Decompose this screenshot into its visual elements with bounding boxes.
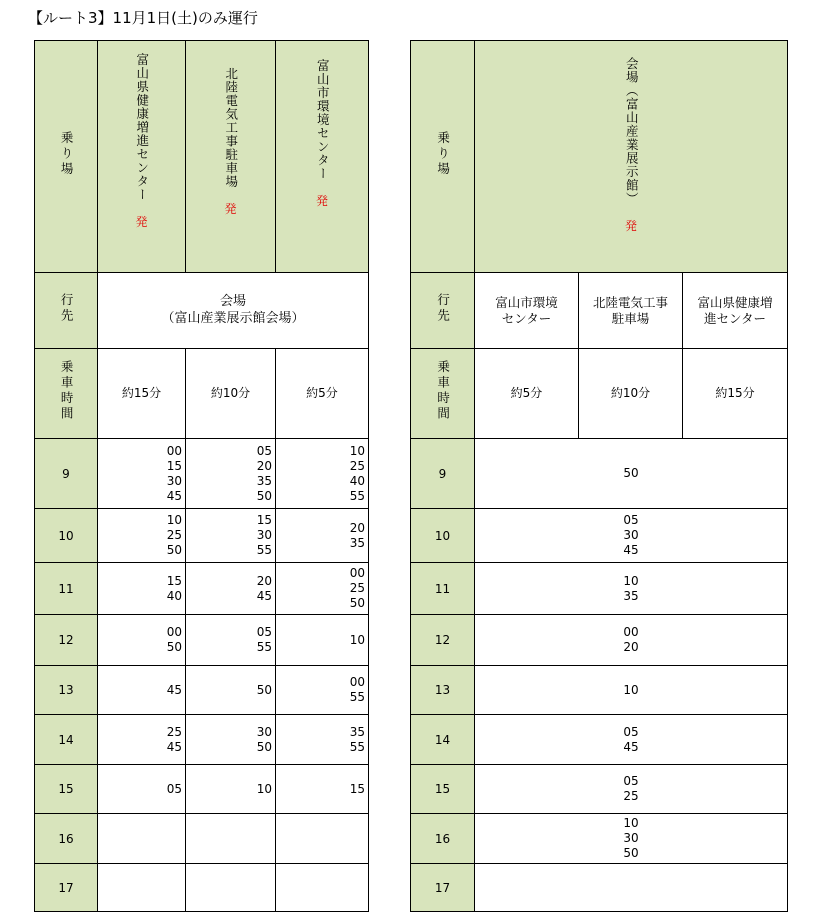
minutes-cell: 00 15 30 45 — [98, 439, 186, 509]
hour-cell: 14 — [411, 715, 475, 765]
minutes-cell: 15 40 — [98, 563, 186, 615]
hour-cell: 11 — [411, 563, 475, 615]
page-title: 【ルート3】11月1日(土)のみ運行 — [28, 9, 258, 27]
hour-cell: 10 — [411, 509, 475, 563]
minutes-cell: 05 25 — [475, 765, 788, 814]
table-row — [35, 715, 369, 765]
table-row — [35, 563, 369, 615]
ride-time: 約10分 — [186, 349, 276, 439]
minutes-cell: 15 — [276, 765, 369, 814]
minutes-cell: 50 — [475, 439, 788, 509]
minutes-cell: 20 35 — [276, 509, 369, 563]
hour-cell: 11 — [35, 563, 98, 615]
minutes-cell — [98, 864, 186, 912]
timetable-to-venue — [34, 40, 369, 912]
hour-cell: 9 — [35, 439, 98, 509]
minutes-cell: 10 30 50 — [475, 814, 788, 864]
table-row — [411, 814, 788, 864]
minutes-cell — [276, 864, 369, 912]
hour-cell: 16 — [411, 814, 475, 864]
table-row — [35, 615, 369, 666]
minutes-cell: 45 — [98, 666, 186, 715]
stop-header: 富山市環境センター 発 — [276, 41, 369, 273]
minutes-cell — [186, 864, 276, 912]
table-row — [35, 509, 369, 563]
table-row — [35, 814, 369, 864]
minutes-cell: 20 45 — [186, 563, 276, 615]
minutes-cell: 00 55 — [276, 666, 369, 715]
minutes-cell: 50 — [186, 666, 276, 715]
minutes-cell — [186, 814, 276, 864]
ride-time-label: 乗車時間 — [411, 349, 475, 439]
table-row — [411, 439, 788, 509]
minutes-cell: 10 25 40 55 — [276, 439, 369, 509]
depart-mark: 発 — [224, 201, 237, 216]
table-row — [411, 563, 788, 615]
hour-cell: 16 — [35, 814, 98, 864]
minutes-cell: 25 45 — [98, 715, 186, 765]
ride-time: 約10分 — [579, 349, 683, 439]
minutes-cell: 00 50 — [98, 615, 186, 666]
table-row — [35, 439, 369, 509]
depart-mark: 発 — [624, 218, 637, 233]
minutes-cell: 05 — [98, 765, 186, 814]
hour-cell: 12 — [411, 615, 475, 666]
destination-cell: 北陸電気工事 駐車場 — [579, 273, 683, 349]
table-row — [411, 615, 788, 666]
ride-time-label: 乗車時間 — [35, 349, 98, 439]
table-row — [35, 666, 369, 715]
destination-label: 行先 — [411, 273, 475, 349]
hour-cell: 14 — [35, 715, 98, 765]
minutes-cell: 10 35 — [475, 563, 788, 615]
hour-cell: 17 — [35, 864, 98, 912]
boarding-header: 乗り場 — [411, 41, 475, 273]
hour-cell: 13 — [35, 666, 98, 715]
hour-cell: 9 — [411, 439, 475, 509]
depart-mark: 発 — [135, 214, 148, 229]
destination-cell: 富山市環境 センター — [475, 273, 579, 349]
hour-cell: 12 — [35, 615, 98, 666]
stop-header: 富山県健康増進センター 発 — [98, 41, 186, 273]
boarding-header: 乗り場 — [35, 41, 98, 273]
minutes-cell: 10 25 50 — [98, 509, 186, 563]
destination-cell: 会場 （富山産業展示館会場） — [98, 273, 369, 349]
ride-time: 約15分 — [683, 349, 788, 439]
minutes-cell: 10 — [186, 765, 276, 814]
destination-cell: 富山県健康増 進センター — [683, 273, 788, 349]
minutes-cell: 35 55 — [276, 715, 369, 765]
minutes-cell: 00 20 — [475, 615, 788, 666]
minutes-cell: 05 30 45 — [475, 509, 788, 563]
depart-mark: 発 — [315, 193, 328, 208]
stop-header: 会場（富山産業展示館） 発 — [475, 41, 788, 273]
destination-label: 行先 — [35, 273, 98, 349]
table-row — [35, 765, 369, 814]
ride-time: 約5分 — [276, 349, 369, 439]
minutes-cell: 00 25 50 — [276, 563, 369, 615]
minutes-cell — [276, 814, 369, 864]
minutes-cell — [475, 864, 788, 912]
table-row — [411, 509, 788, 563]
hour-cell: 15 — [411, 765, 475, 814]
timetable-from-venue — [410, 40, 788, 912]
stop-header: 北陸電気工事駐車場 発 — [186, 41, 276, 273]
ride-time: 約5分 — [475, 349, 579, 439]
table-row — [411, 864, 788, 912]
minutes-cell: 05 55 — [186, 615, 276, 666]
table-row — [411, 765, 788, 814]
table-row — [411, 715, 788, 765]
minutes-cell: 30 50 — [186, 715, 276, 765]
table-row — [35, 864, 369, 912]
minutes-cell: 05 20 35 50 — [186, 439, 276, 509]
minutes-cell: 10 — [276, 615, 369, 666]
hour-cell: 15 — [35, 765, 98, 814]
minutes-cell: 10 — [475, 666, 788, 715]
hour-cell: 13 — [411, 666, 475, 715]
hour-cell: 10 — [35, 509, 98, 563]
minutes-cell: 15 30 55 — [186, 509, 276, 563]
ride-time: 約15分 — [98, 349, 186, 439]
hour-cell: 17 — [411, 864, 475, 912]
minutes-cell: 05 45 — [475, 715, 788, 765]
minutes-cell — [98, 814, 186, 864]
table-row — [411, 666, 788, 715]
